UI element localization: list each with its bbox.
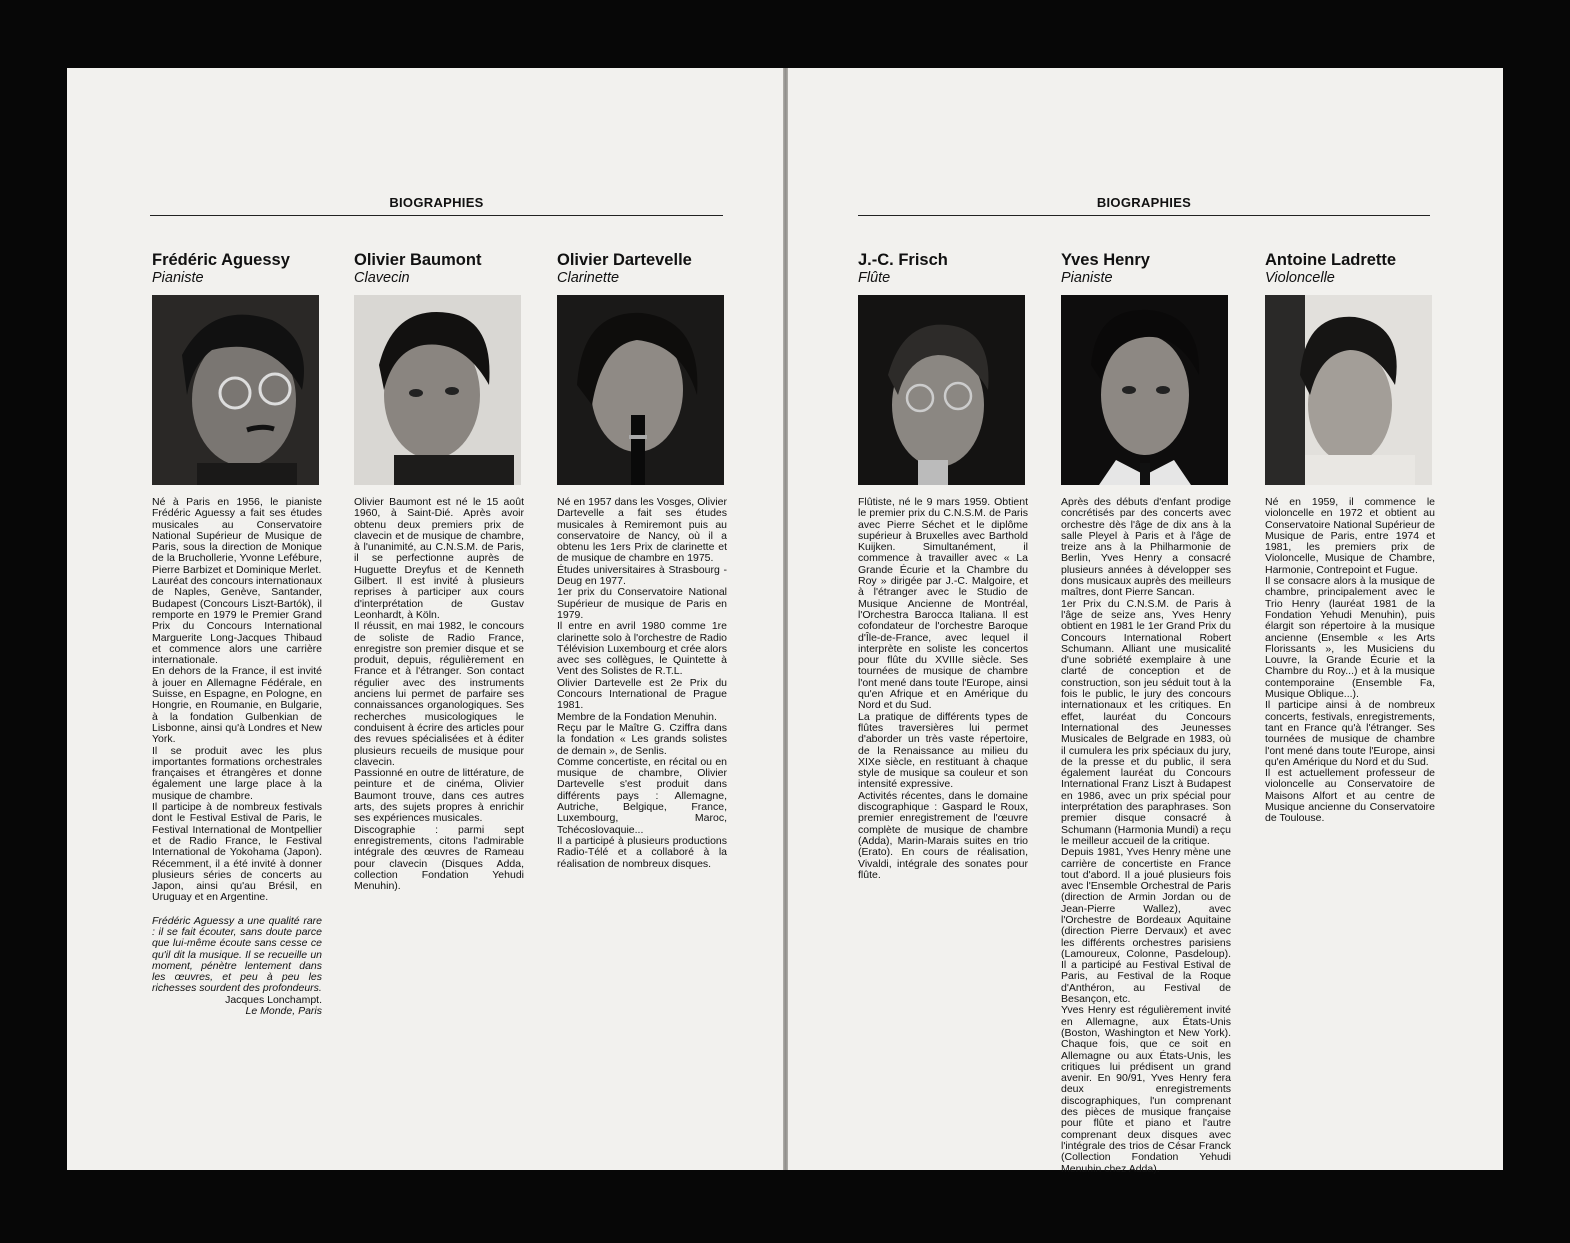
bio-paragraph: Passionné en outre de littérature, de peinture et de cinéma, Olivier Baumont trouve, dans ces autres arts, des sujets propres à enrichir ses expériences musicales.	[354, 767, 524, 825]
bio-baumont	[354, 251, 524, 892]
bio-henry	[1061, 251, 1231, 1175]
bio-paragraph: Il se consacre alors à la musique de chambre, principalement avec le Trio Henry (lauréat 1981 de la Fondation Yehudi Menuhin), puis élargit son répertoire à la musique ancienne (Ensemble « les Arts Florissants », les Musiciens du Louvre, la Grande Écurie et la Chambre du Roy...) et à la musique contemporaine (Ensemble Fa, Musique Oblique...).	[1265, 575, 1435, 701]
bio-name: Olivier Dartevelle	[557, 251, 692, 269]
portrait-photo	[152, 295, 319, 485]
right-page-header: BIOGRAPHIES	[858, 195, 1430, 216]
press-quote	[152, 916, 322, 1018]
bio-dartevelle	[557, 251, 727, 870]
bio-paragraph: Flûtiste, né le 9 mars 1959. Obtient le premier prix du C.N.S.M. de Paris avec Pierre Séchet et le diplôme supérieur à Bruxelles avec Barthold Kuijken. Simultanément, il commence à travailler avec « La Grande Écurie et la Chambre du Roy » dirigée par J.-C. Malgoire, et à l'étranger avec le Studio de Musique Ancienne de Montréal, l'Orchestra Barocca Italiana. Il est cofondateur de l'orchestre Baroque d'Île-de-France, avec lequel il interprète en soliste les concertos pour flûte du XVIIIe siècle. Ses tournées de musique de chambre l'ont mené dans toute l'Europe, ainsi qu'en Afrique et en Amérique du Nord et du Sud.	[858, 496, 1028, 712]
bio-paragraph: Olivier Baumont est né le 15 août 1960, à Saint-Dié. Après avoir obtenu deux premiers prix de clavecin et de musique de chambre, à l'unanimité, au C.N.S.M. de Paris, il se perfectionne auprès de Huguette Dreyfus et de Kenneth Gilbert. Il est invité à plusieurs reprises à participer aux cours d'interprétation de Gustav Leonhardt, à Köln.	[354, 496, 524, 621]
bio-paragraph: 1er Prix du C.N.S.M. de Paris à l'âge de seize ans, Yves Henry obtient en 1981 le 1er Grand Prix du Concours International Robert Schumann. Alliant une musicalité d'une sobriété exemplaire à une clarté de conception et de construction, son jeu séduit tout à la fois le public, le jury des concours internationaux et les critiques. En effet, lauréat du Concours International des Jeunesses Musicales de Belgrade en 1983, où il cumulera les prix spéciaux du jury, de la presse et du public, il sera également lauréat du Concours International Franz Liszt à Budapest en 1986, avec un prix spécial pour interprétation des paraphrases. Son premier disque consacré à Schumann (Harmonia Mundi) a reçu le meilleur accueil de la critique.	[1061, 597, 1231, 847]
bio-name: Frédéric Aguessy	[152, 251, 290, 269]
bio-aguessy	[152, 251, 322, 1017]
bio-paragraph: Il entre en avril 1980 comme 1re clarinette solo à l'orchestre de Radio Télévision Luxembourg et crée alors avec ses collègues, le Quintette à Vent des Solistes de R.T.L.	[557, 620, 727, 678]
bio-name: Yves Henry	[1061, 251, 1150, 269]
bio-name: Olivier Baumont	[354, 251, 482, 269]
left-page-header: BIOGRAPHIES	[150, 195, 723, 216]
right-page	[788, 68, 1503, 1175]
bio-role: Violoncelle	[1265, 270, 1335, 286]
bio-paragraph: Après des débuts d'enfant prodige concrétisés par des concerts avec orchestre dès l'âge de dix ans à la salle Pleyel à Paris et à l'âge de treize ans à la Philharmonie de Berlin, Yves Henry a consacré plusieurs années à développer ses dons musicaux auprès des meilleurs maîtres, dont Pierre Sancan.	[1061, 496, 1231, 599]
portrait-photo	[557, 295, 724, 485]
bio-role: Pianiste	[152, 270, 204, 286]
bio-role: Clarinette	[557, 270, 620, 286]
bio-text	[557, 497, 727, 870]
bio-role: Clavecin	[354, 270, 410, 286]
bio-paragraph: La pratique de différents types de flûtes traversières lui permet d'aborder un très vaste répertoire, de la Renaissance au milieu du XIXe siècle, en restituant à chaque style de musique sa couleur et son intensité expressive.	[858, 710, 1028, 791]
bio-paragraph: Il réussit, en mai 1982, le concours de soliste de Radio France, enregistre son premier disque et se produit, depuis, régulièrement en France et à l'étranger. Son contact régulier avec des instruments anciens lui permet de parfaire ses connaissances organologiques. Ses recherches musicologiques le conduisent à écrire des articles pour des revues spécialisées et à éditer plusieurs recueils de musique pour clavecin.	[354, 620, 524, 768]
bio-text	[858, 497, 1028, 881]
portrait-photo	[1061, 295, 1228, 485]
bio-paragraph: Membre de la Fondation Menuhin.	[557, 710, 717, 723]
bio-text	[152, 497, 322, 904]
bio-paragraph: Yves Henry est régulièrement invité en Allemagne, aux États-Unis (Boston, Washington et New York). Chaque fois, que ce soit en Allemagne ou aux États-Unis, les critiques lui prédisent un grand avenir. En 90/91, Yves Henry fera deux enregistrements discographiques, l'un comprenant des pièces de musique française pour flûte et piano et l'autre comprenant deux disques avec l'intégrale des trios de César Franck (Collection Fondation Yehudi Menuhin chez Adda).	[1061, 1004, 1231, 1175]
bio-ladrette	[1265, 251, 1435, 825]
bio-paragraph: Comme concertiste, en récital ou en musique de chambre, Olivier Dartevelle s'est produit dans différents pays : Allemagne, Autriche, Belgique, France, Luxembourg, Maroc, Tchécoslovaquie...	[557, 755, 727, 836]
bio-paragraph: Olivier Dartevelle est 2e Prix du Concours International de Prague 1981.	[557, 676, 727, 712]
portrait-photo	[354, 295, 521, 485]
bio-paragraph: Il est actuellement professeur de violoncelle au Conservatoire de Maisons Alfort et au centre de Musique ancienne du Conservatoire de Toulouse.	[1265, 767, 1435, 825]
portrait-photo	[858, 295, 1025, 485]
bio-name: Antoine Ladrette	[1265, 251, 1397, 269]
bio-name: J.-C. Frisch	[858, 251, 948, 269]
left-page	[67, 68, 783, 1170]
bio-text	[354, 497, 524, 892]
bio-text	[1265, 497, 1435, 825]
bio-role: Flûte	[858, 270, 891, 286]
bio-paragraph: Reçu par le Maître G. Cziffra dans la fondation « Les grands solistes de demain », de Senlis.	[557, 721, 727, 757]
bio-paragraph: Il participe ainsi à de nombreux concerts, festivals, enregistrements, tant en France qu'à l'étranger. Ses tournées de musique de chambre l'ont mené dans toute l'Europe, ainsi qu'en Amérique du Nord et du Sud.	[1265, 699, 1435, 768]
quote-source: Le Monde, Paris	[245, 1005, 322, 1018]
bio-paragraph: Il se produit avec les plus importantes formations orchestrales françaises et étrangères et donne également une large place à la musique de chambre.	[152, 744, 322, 802]
bio-paragraph: Né en 1959, il commence le violoncelle en 1972 et obtient au Conservatoire National Supérieur de Musique de Paris, entre 1974 et 1981, les premiers prix de Violoncelle, Musique de Chambre, Harmonie, Contrepoint et Fugue.	[1265, 496, 1435, 576]
bio-frisch	[858, 251, 1028, 881]
bio-text	[1061, 497, 1231, 1175]
bio-role: Pianiste	[1061, 270, 1113, 286]
bio-paragraph: Activités récentes, dans le domaine discographique : Gaspard le Roux, premier enregistrement de l'œuvre complète de musique de chambre (Adda), Marin-Marais suites en trio (Erato). En cours de réalisation, Vivaldi, intégrale des sonates pour flûte.	[858, 789, 1028, 881]
bio-paragraph: Lauréat des concours internationaux de Naples, Genève, Santander, Budapest (Concours Liszt-Bartók), il remporte en 1979 le Premier Grand Prix du Concours International Marguerite Long-Jacques Thibaud et commence alors une carrière internationale.	[152, 575, 322, 667]
bio-paragraph: Discographie : parmi sept enregistrements, citons l'admirable intégrale des œuvres de Rameau pour clavecin (Disques Adda, collection Fondation Yehudi Menuhin).	[354, 823, 524, 893]
portrait-photo	[1265, 295, 1432, 485]
bio-paragraph: 1er prix du Conservatoire National Supérieur de musique de Paris en 1979.	[557, 586, 727, 621]
bio-paragraph: Il a participé à plusieurs productions Radio-Télé et a collaboré à la réalisation de nombreux disques.	[557, 834, 727, 870]
bio-paragraph: Il participe à de nombreux festivals dont le Festival Estival de Paris, le Festival International de Montpellier et de Radio France, le Festival International de Yokohama (Japon). Récemment, il a été invité à donner plusieurs séries de concerts au Japon, ainsi qu'au Brésil, en Uruguay et en Argentine.	[152, 801, 322, 904]
quote-author: Jacques Lonchampt.	[225, 993, 322, 1006]
quote-text: Frédéric Aguessy a une qualité rare : il se fait écouter, sans doute parce que lui-même écoute sans cesse ce qu'il dit la musique. Il se recueille un moment, pénètre lentement dans les œuvres, et peu à peu les richesses sourdent des profondeurs.	[152, 914, 322, 995]
bio-paragraph: Depuis 1981, Yves Henry mène une carrière de concertiste en France tout d'abord. Il a joué plusieurs fois avec l'Ensemble Orchestral de Paris (direction de Armin Jordan ou de Jean-Pierre Wallez), avec l'Orchestre de Bordeaux Aquitaine (direction Pierre Dervaux) et avec les différents orchestres parisiens (Lamoureux, Colonne, Pasdeloup). Il a participé au Festival Estival de Paris, au Festival de la Roque d'Anthéron, au Festival de Besançon, etc.	[1061, 846, 1231, 1006]
bio-paragraph: Études universitaires à Strasbourg - Deug en 1977.	[557, 563, 727, 588]
bio-paragraph: Né en 1957 dans les Vosges, Olivier Dartevelle a fait ses études musicales à Remiremont puis au conservatoire de Nancy, où il a obtenu les 1ers Prix de clarinette et de musique de chambre en 1975.	[557, 496, 727, 565]
bio-paragraph: En dehors de la France, il est invité à jouer en Allemagne Fédérale, en Suisse, en Espagne, en Pologne, en Hongrie, en Roumanie, en Bulgarie, à la fondation Gulbenkian de Lisbonne, ainsi qu'à Londres et New York.	[152, 665, 322, 746]
bio-paragraph: Né à Paris en 1956, le pianiste Frédéric Aguessy a fait ses études musicales au Conservatoire National Supérieur de Musique de Paris, sous la direction de Monique de la Bruchollerie, Yvonne Lefébure, Pierre Barbizet et Dominique Merlet.	[152, 496, 322, 576]
